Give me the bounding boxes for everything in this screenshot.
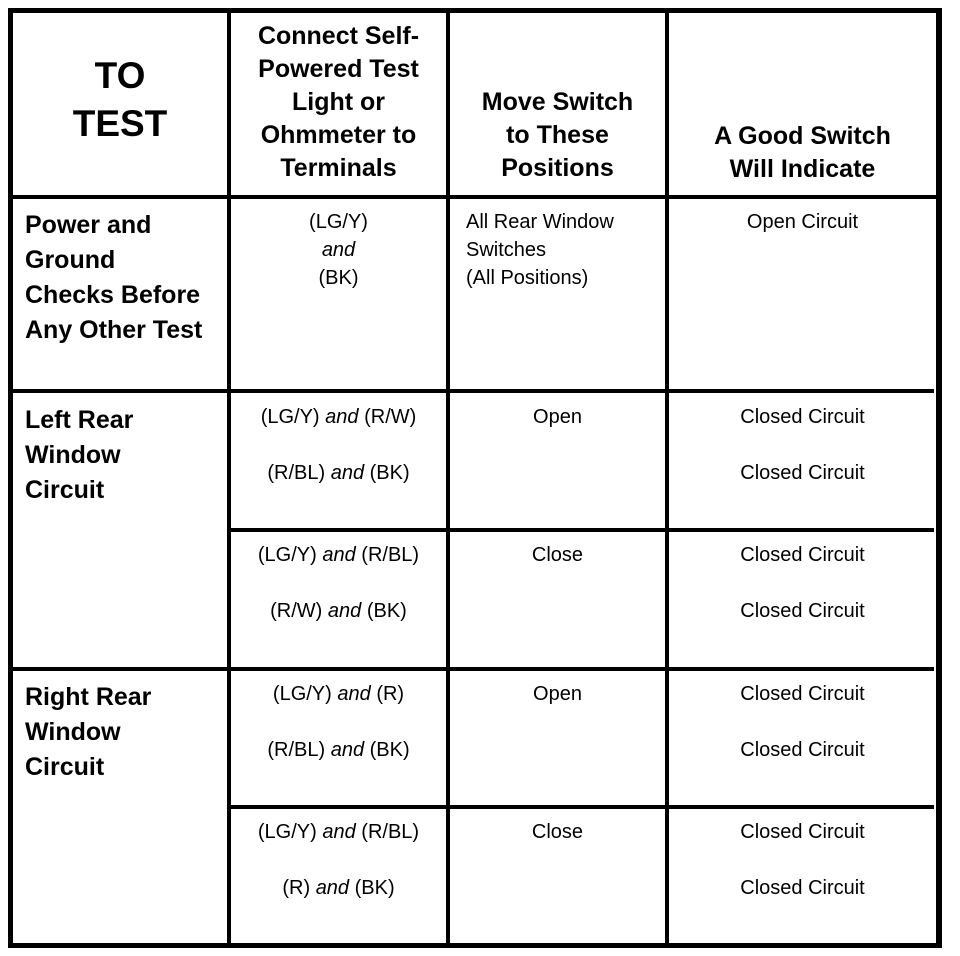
header-connect: [231, 20, 446, 185]
terminal-label: (R/BL): [361, 544, 420, 566]
header-move-line: to These: [506, 121, 609, 149]
terminal-pair: [231, 874, 446, 902]
result-label: Closed Circuit: [740, 544, 865, 566]
terminal-pair: [231, 818, 446, 846]
header-good-line: A Good Switch: [714, 122, 891, 150]
test-name-line: Circuit: [25, 753, 105, 781]
result-label: Closed Circuit: [740, 600, 865, 622]
position-line: All Rear Window: [466, 211, 614, 233]
terminal-label: (LG/Y): [257, 544, 317, 566]
row-divider-power: [8, 389, 934, 393]
terminal-label: (BK): [369, 739, 410, 761]
terminal-pair: [231, 736, 446, 764]
right-close-terminals: [231, 818, 446, 938]
power-positions: [466, 208, 614, 292]
terminal-label: (LG/Y): [260, 406, 320, 428]
right-open-position: [450, 680, 665, 708]
terminal-label: (BK): [318, 267, 359, 289]
test-name-line: Window: [25, 718, 121, 746]
test-name-line: Window: [25, 441, 121, 469]
right-open-results: [669, 680, 936, 800]
terminal-label: (R/BL): [267, 739, 326, 761]
header-move-switch: [450, 86, 665, 185]
test-name-right-rear: [25, 680, 151, 785]
position-label: Close: [531, 544, 584, 566]
and-word: and: [330, 462, 365, 484]
header-connect-line: Light or: [291, 88, 386, 116]
test-name-line: Right Rear: [25, 683, 152, 711]
header-good-line: Will Indicate: [729, 155, 876, 183]
test-name-line: Circuit: [25, 476, 105, 504]
test-name-line: Power and: [25, 211, 152, 239]
header-move-line: Move Switch: [481, 88, 634, 116]
power-result: [669, 208, 936, 236]
test-name-line: Ground: [25, 246, 116, 274]
test-name-line: Left Rear: [25, 406, 134, 434]
and-word: and: [327, 600, 362, 622]
header-to-test: [13, 52, 227, 148]
left-close-results: [669, 541, 936, 661]
position-line: (All Positions): [466, 267, 589, 289]
result-label: Closed Circuit: [740, 462, 865, 484]
terminal-pair: [231, 459, 446, 487]
terminal-label: (R/BL): [267, 462, 326, 484]
left-open-terminals: [231, 403, 446, 523]
result-label: Closed Circuit: [740, 877, 865, 899]
test-name-line: Any Other Test: [25, 316, 203, 344]
header-connect-line: Powered Test: [258, 55, 419, 83]
and-word: and: [315, 877, 350, 899]
and-word: and: [322, 821, 356, 843]
result-label: Closed Circuit: [740, 683, 865, 705]
row-divider-left-sub: [227, 528, 934, 532]
position-label: Open: [533, 406, 582, 428]
border-left: [8, 8, 13, 948]
power-terminals: [231, 208, 446, 292]
terminal-label: (R/BL): [361, 821, 420, 843]
right-close-position: [450, 818, 665, 846]
border-bottom: [8, 943, 942, 948]
terminal-label: (R/W): [270, 600, 323, 622]
and-word: and: [321, 239, 356, 261]
header-connect-line: Terminals: [280, 154, 397, 182]
and-word: and: [325, 406, 359, 428]
terminal-pair: [231, 680, 446, 708]
terminal-label: (BK): [369, 462, 410, 484]
header-good-switch: [669, 120, 936, 186]
test-name-left-rear: [25, 403, 133, 508]
border-top: [8, 8, 942, 13]
left-close-terminals: [231, 541, 446, 661]
position-label: Open: [533, 683, 582, 705]
right-close-results: [669, 818, 936, 938]
header-to-test-line: TEST: [72, 103, 168, 144]
terminal-pair: [231, 403, 446, 431]
terminal-label: (LG/Y): [257, 821, 317, 843]
terminal-pair: [231, 541, 446, 569]
row-divider-left: [8, 667, 934, 671]
left-open-results: [669, 403, 936, 523]
and-word: and: [322, 544, 356, 566]
border-right: [936, 8, 942, 948]
header-to-test-line: TO: [94, 55, 146, 96]
terminal-label: (LG/Y): [309, 211, 368, 233]
terminal-pair: [231, 597, 446, 625]
terminal-label: (R): [282, 877, 311, 899]
terminal-label: (R): [376, 683, 405, 705]
header-connect-line: Connect Self-: [257, 22, 420, 50]
left-open-position: [450, 403, 665, 431]
row-divider-right-sub: [227, 805, 934, 809]
terminal-label: (BK): [354, 877, 395, 899]
header-move-line: Positions: [501, 154, 614, 182]
terminal-label: (LG/Y): [272, 683, 332, 705]
test-name-line: Checks Before: [25, 281, 201, 309]
test-name-power-ground: [25, 208, 202, 348]
row-divider-header: [8, 195, 942, 199]
position-label: Close: [531, 821, 584, 843]
terminal-label: (BK): [366, 600, 407, 622]
result-label: Open Circuit: [746, 211, 859, 233]
terminal-label: (R/W): [364, 406, 417, 428]
result-label: Closed Circuit: [740, 739, 865, 761]
and-label: [231, 236, 446, 264]
header-connect-line: Ohmmeter to: [260, 121, 417, 149]
position-line: Switches: [466, 239, 547, 261]
left-close-position: [450, 541, 665, 569]
and-word: and: [337, 683, 371, 705]
right-open-terminals: [231, 680, 446, 800]
result-label: Closed Circuit: [740, 821, 865, 843]
result-label: Closed Circuit: [740, 406, 865, 428]
and-word: and: [330, 739, 365, 761]
